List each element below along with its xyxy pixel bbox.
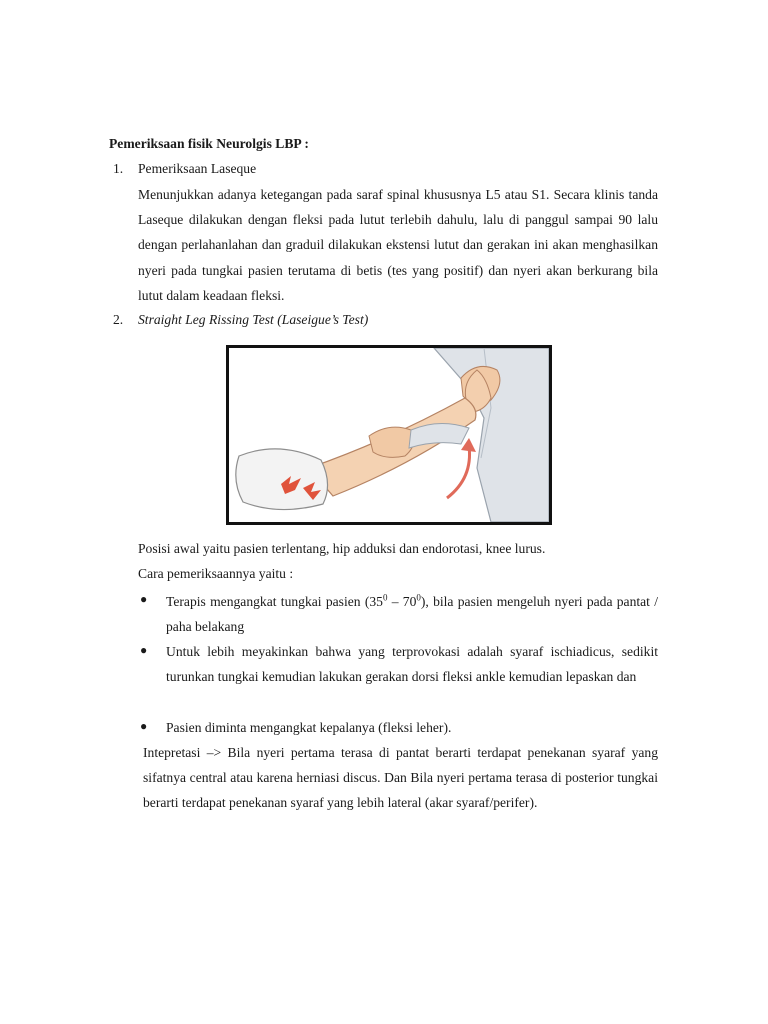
bullet-item-3: Pasien diminta mengangkat kepalanya (fleksi leher). bbox=[166, 720, 452, 735]
section-heading: Pemeriksaan fisik Neurolgis LBP : bbox=[109, 136, 309, 151]
item-2-title: Straight Leg Rissing Test (Laseigue’s Test) bbox=[138, 312, 369, 327]
bullet-1-text-start: Terapis mengangkat tungkai pasien (35 bbox=[166, 594, 383, 609]
list-number-2: 2. bbox=[113, 312, 124, 327]
bullet-1-text-mid: – 70 bbox=[387, 594, 417, 609]
degree-superscript: 0 bbox=[416, 592, 421, 603]
list-number-1: 1. bbox=[113, 161, 124, 176]
bullet-item-1 bbox=[166, 590, 658, 639]
bullet-item-2: Untuk lebih meyakinkan bahwa yang terprovokasi adalah syaraf ischiadicus, sedikit turunkan tungkai kemudian lakukan gerakan dorsi fleksi ankle kemudian lepaskan dan bbox=[166, 644, 658, 684]
bullet-icon: ● bbox=[140, 643, 148, 657]
item-1-paragraph: Menunjukkan adanya ketegangan pada saraf spinal khususnya L5 atau S1. Secara klinis tanda Laseque dilakukan dengan fleksi pada lutut terlebih dahulu, lalu di panggul sampai 90 lalu dengan perlahanlahan dan graduil dilakukan ekstensi lutut dan gerakan ini akan menghasilkan nyeri pada tungkai pasien terutama di betis (tes yang positif) dan nyeri akan berkurang bila lutut dalam keadaan fleksi. bbox=[138, 187, 658, 303]
laseque-test-illustration bbox=[226, 345, 552, 525]
leg-raise-drawing bbox=[229, 348, 549, 522]
position-text: Posisi awal yaitu pasien terlentang, hip adduksi dan endorotasi, knee lurus. bbox=[138, 541, 546, 556]
interpretation-paragraph: Intepretasi –> Bila nyeri pertama terasa di pantat berarti terdapat penekanan syaraf yang sifatnya central atau karena herniasi discus. Dan Bila nyeri pertama terasa di posterior tungkai berarti terdapat penekanan syaraf yang lebih lateral (akar syaraf/perifer). bbox=[143, 745, 658, 811]
method-intro: Cara pemeriksaannya yaitu : bbox=[138, 566, 294, 581]
bullet-icon: ● bbox=[140, 719, 148, 733]
bullet-icon: ● bbox=[140, 592, 148, 606]
degree-superscript: 0 bbox=[382, 592, 388, 603]
item-1-title: Pemeriksaan Laseque bbox=[138, 161, 257, 176]
bullet-1-text-end: ), bila pasien mengeluh nyeri pada pantat / paha belakang bbox=[166, 594, 659, 634]
